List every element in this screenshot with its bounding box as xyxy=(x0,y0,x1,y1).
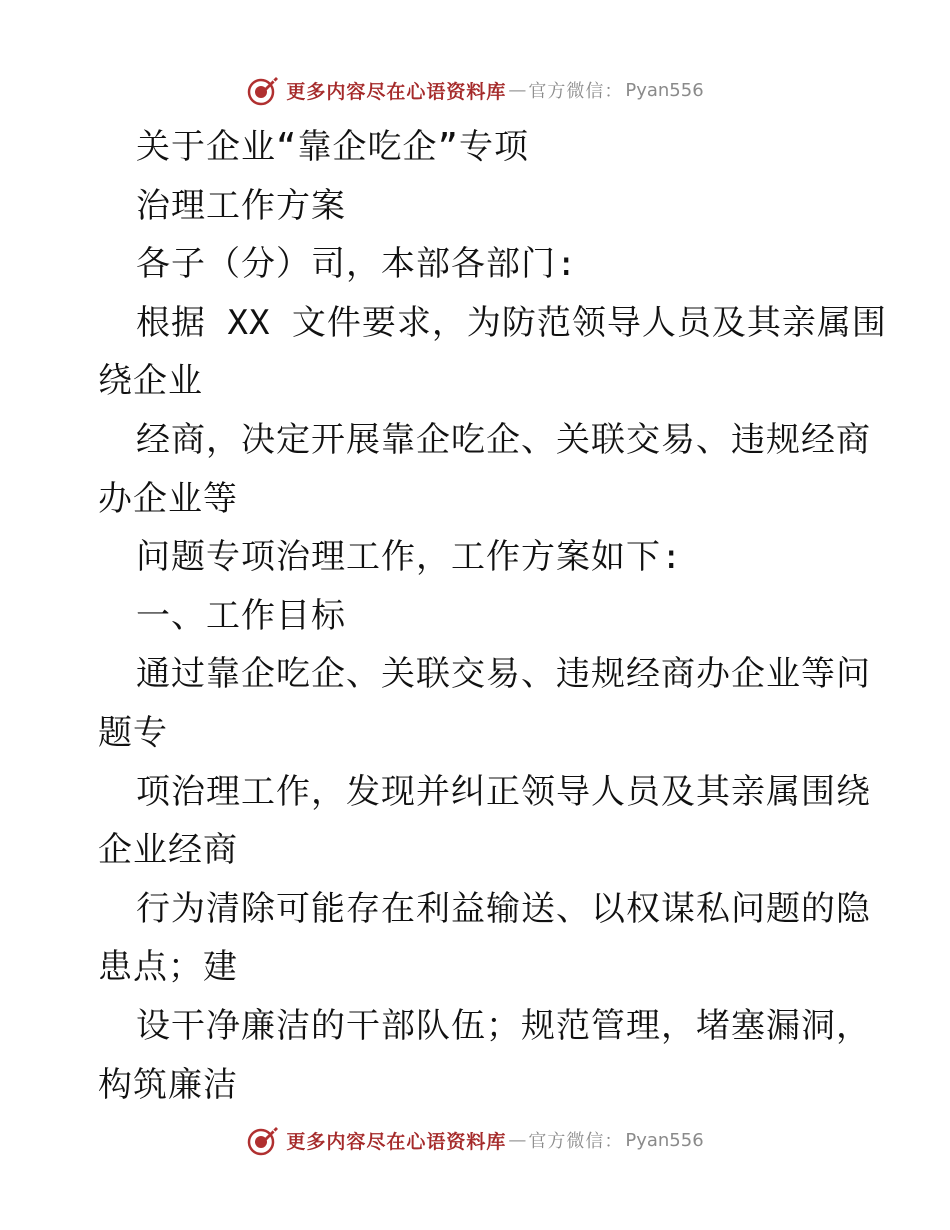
document-line: 行为清除可能存在利益输送、以权谋私问题的隐 xyxy=(136,888,871,929)
document-line: 办企业等 xyxy=(98,478,238,519)
pen-logo-icon xyxy=(246,73,280,107)
watermark-dash: — xyxy=(508,1129,527,1151)
watermark-official: 官方微信： xyxy=(528,1131,624,1152)
document-line: 绕企业 xyxy=(98,361,203,402)
document-line: 一、工作目标 xyxy=(136,595,346,636)
watermark-text: 更多内容尽在心语资料库 xyxy=(286,80,507,103)
document-line: 患点；建 xyxy=(98,947,238,988)
watermark-id: Pyan556 xyxy=(625,79,704,101)
watermark-dash: — xyxy=(508,79,527,101)
document-line: 关于企业“靠企吃企”专项 xyxy=(136,127,529,167)
document-line: 根据 XX 文件要求，为防范领导人员及其亲属围 xyxy=(136,302,887,343)
document-line: 企业经商 xyxy=(98,830,238,871)
document-line: 项治理工作，发现并纠正领导人员及其亲属围绕 xyxy=(136,771,871,812)
document-line: 经商，决定开展靠企吃企、关联交易、违规经商 xyxy=(136,419,871,460)
watermark-official: 官方微信： xyxy=(528,81,624,102)
watermark-id: Pyan556 xyxy=(625,1129,704,1151)
document-line: 题专 xyxy=(98,712,168,753)
watermark-banner-bottom xyxy=(0,1120,950,1160)
document-line: 各子（分）司，本部各部门: xyxy=(136,244,578,285)
pen-logo-icon xyxy=(246,1123,280,1157)
document-line: 设干净廉洁的干部队伍；规范管理，堵塞漏洞， xyxy=(136,1005,871,1046)
document-line: 治理工作方案 xyxy=(136,185,346,226)
watermark-banner-top xyxy=(0,70,950,110)
document-body xyxy=(98,118,887,1114)
document-line: 通过靠企吃企、关联交易、违规经商办企业等问 xyxy=(136,654,871,695)
document-line: 构筑廉洁 xyxy=(98,1064,238,1105)
document-line: 问题专项治理工作，工作方案如下: xyxy=(136,537,683,578)
watermark-text: 更多内容尽在心语资料库 xyxy=(286,1130,507,1153)
